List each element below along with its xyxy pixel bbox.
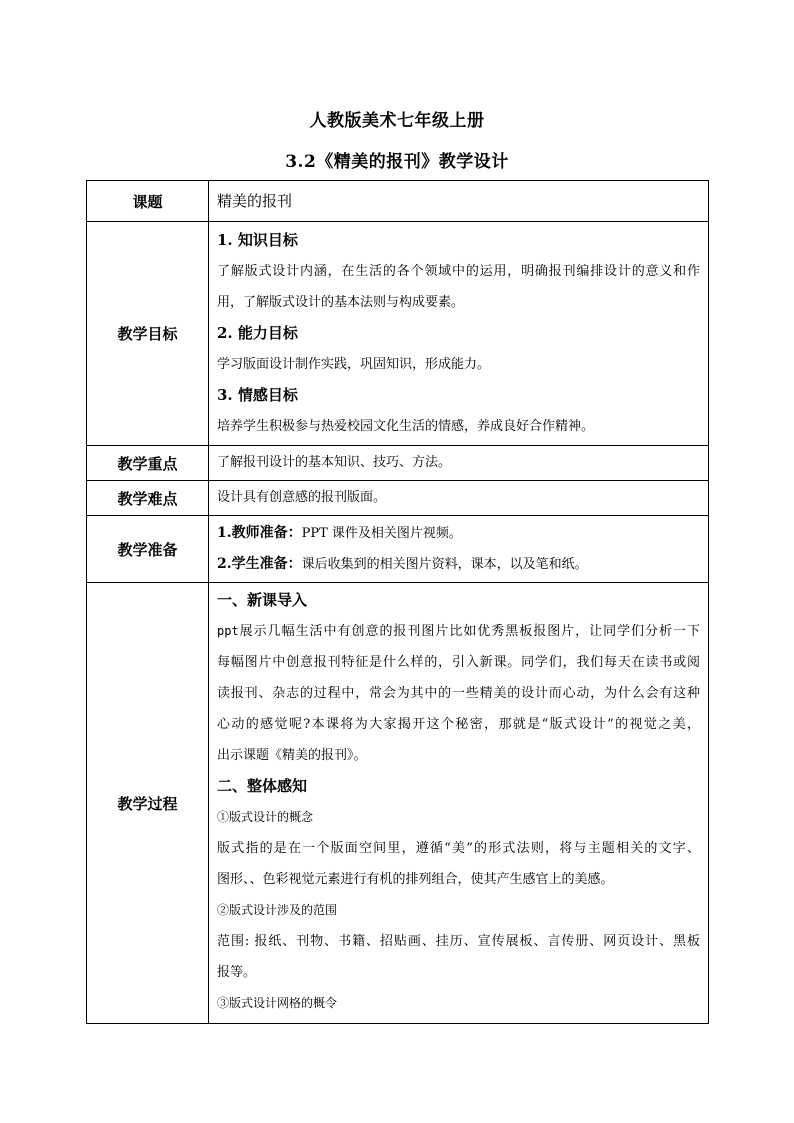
concept-text-line: 版式指的是在一个版面空间里，遵循“美”的形式法则，将与主题相关的文字、 — [217, 841, 700, 856]
intro-text-fragment: 展示几幅生活中有创意的报刊图片比如优秀黑板报图片，让同学们分析一下 — [238, 624, 700, 639]
knowledge-goal-text-line: 用，了解版式设计的基本法则与构成要素。 — [217, 295, 465, 310]
ability-goal-text: 学习版面设计制作实践，巩固知识，形成能力。 — [217, 357, 491, 372]
table-row-process — [87, 583, 709, 1024]
knowledge-goal-heading: 1. 知识目标 — [217, 231, 298, 249]
row-label-goals: 教学目标 — [87, 222, 209, 446]
row-label-process: 教学过程 — [87, 583, 209, 1024]
student-preparation-value: 课后收集到的相关图片资料，课本，以及笔和纸。 — [301, 557, 588, 572]
table-row-goals — [87, 222, 709, 446]
table-row-difficulties — [87, 481, 709, 516]
intro-text-line: 心动的感觉呢?本课将为大家揭开这个秘密，那就是“版式设计”的视觉之美， — [217, 717, 700, 732]
teacher-preparation-value: PPT 课件及相关图片视频。 — [301, 526, 462, 541]
row-content-goals — [209, 222, 709, 446]
knowledge-goal-text-line: 了解版式设计内涵，在生活的各个领域中的运用，明确报刊编排设计的意义和作 — [217, 264, 700, 279]
table-row-topic — [87, 181, 709, 222]
student-preparation-label: 2.学生准备： — [217, 556, 302, 572]
student-preparation — [217, 549, 700, 580]
concept-text-line: 图形、、色彩视觉元素进行有机的排列组合，使其产生感官上的美感。 — [217, 872, 614, 887]
row-content-key-points — [209, 446, 709, 481]
scope-text-line: 报等。 — [217, 965, 257, 980]
lesson-plan-table — [86, 180, 709, 1024]
key-points-text: 了解报刊设计的基本知识、技巧、方法。 — [217, 455, 452, 470]
ability-goal-heading: 2. 能力目标 — [217, 324, 298, 342]
document-title: 人教版美术七年级上册 — [309, 111, 485, 131]
row-label-key-points: 教学重点 — [87, 446, 209, 481]
intro-text-line: 每幅图片中创意报刊特征是什么样的，引入新课。同学们，我们每天在读书或阅 — [217, 655, 700, 670]
table-row-preparation — [87, 516, 709, 583]
difficulties-text: 设计具有创意感的报刊版面。 — [217, 490, 387, 505]
row-content-difficulties — [209, 481, 709, 516]
intro-text-line — [217, 616, 700, 647]
row-content-topic — [209, 181, 709, 222]
teacher-preparation-label: 1.教师准备： — [217, 525, 302, 541]
row-label-topic: 课题 — [87, 181, 209, 222]
topic-value: 精美的报刊 — [217, 192, 293, 210]
document-subtitle: 3.2《精美的报刊》教学设计 — [285, 152, 509, 172]
emotion-goal-heading: 3. 情感目标 — [217, 386, 298, 404]
row-label-difficulties: 教学难点 — [87, 481, 209, 516]
scope-heading: ②版式设计涉及的范围 — [217, 903, 338, 917]
intro-text-line: 读报刊、杂志的过程中，常会为其中的一些精美的设计而心动，为什么会有这种 — [217, 686, 700, 701]
emotion-goal-text: 培养学生积极参与热爱校园文化生活的情感，养成良好合作精神。 — [217, 419, 595, 434]
section-heading-intro: 一、新课导入 — [217, 591, 308, 609]
concept-heading: ①版式设计的概念 — [217, 810, 314, 824]
row-label-preparation: 教学准备 — [87, 516, 209, 583]
ppt-word: ppt — [217, 624, 239, 638]
teacher-preparation — [217, 518, 700, 549]
table-row-key-points — [87, 446, 709, 481]
row-content-process — [209, 583, 709, 1024]
intro-text-line: 出示课题《精美的报刊》。 — [217, 748, 367, 763]
section-heading-overview: 二、整体感知 — [217, 777, 308, 795]
grid-concept-heading: ③版式设计网格的概令 — [217, 996, 338, 1010]
scope-text-line: 范围: 报纸、刊物、书籍、招贴画、挂历、宣传展板、言传册、网页设计、黑板 — [217, 934, 700, 949]
row-content-preparation — [209, 516, 709, 583]
